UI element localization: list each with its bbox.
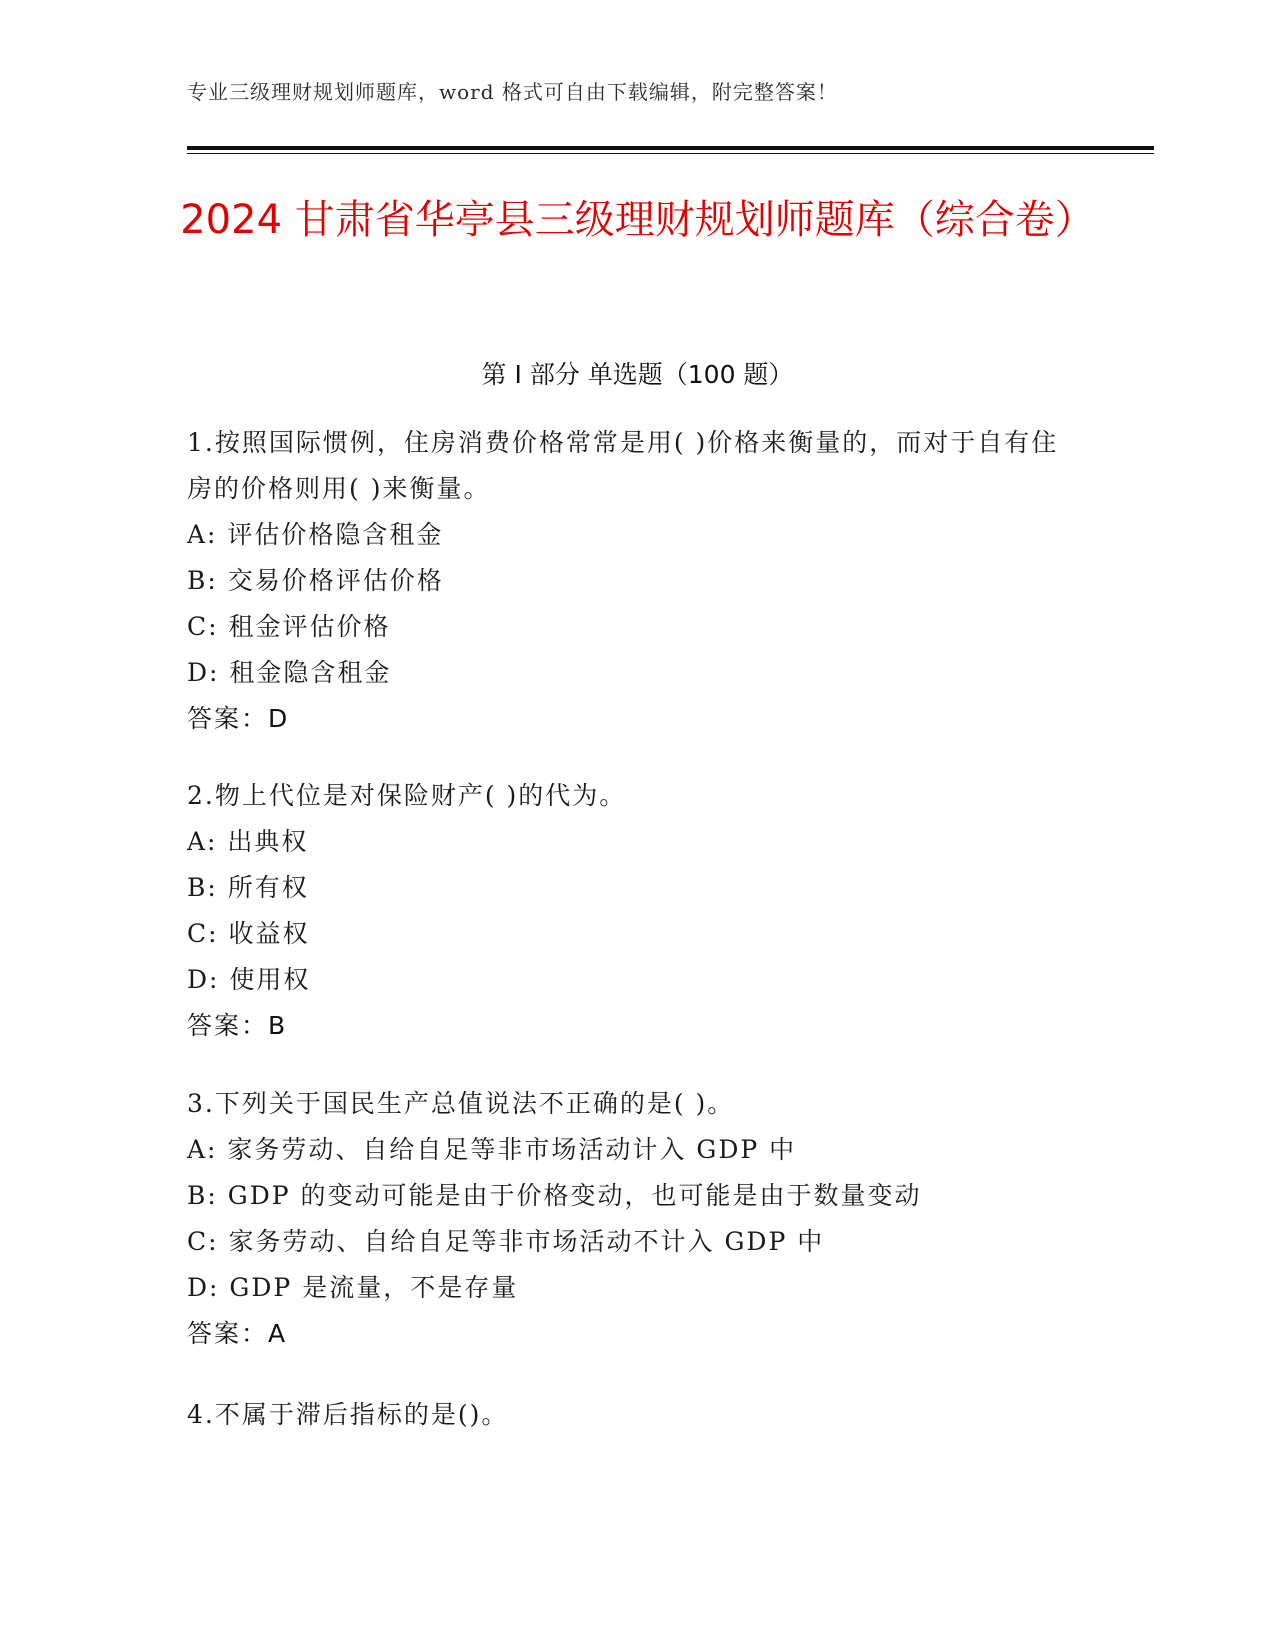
answer-label: 答案：A — [187, 1319, 288, 1348]
option-c: C: 收益权 — [187, 919, 310, 948]
question-stem: 2.物上代位是对保险财产( )的代为。 — [187, 781, 627, 810]
option-a: A: 出典权 — [187, 827, 309, 856]
document-title: 2024 甘肃省华亭县三级理财规划师题库（综合卷） — [180, 197, 1095, 243]
header-rule — [187, 146, 1154, 154]
question-2 — [187, 773, 1067, 1049]
answer-label: 答案：B — [187, 1011, 288, 1040]
answer-label: 答案：D — [187, 704, 290, 733]
question-4 — [187, 1392, 1067, 1438]
option-b: B: 交易价格评估价格 — [187, 566, 444, 595]
option-c: C: 家务劳动、自给自足等非市场活动不计入 GDP 中 — [187, 1227, 825, 1256]
question-stem: 3.下列关于国民生产总值说法不正确的是( )。 — [187, 1089, 735, 1118]
option-b: B: GDP 的变动可能是由于价格变动，也可能是由于数量变动 — [187, 1181, 922, 1210]
option-a: A: 家务劳动、自给自足等非市场活动计入 GDP 中 — [187, 1135, 797, 1164]
option-d: D: GDP 是流量，不是存量 — [187, 1273, 519, 1302]
option-c: C: 租金评估价格 — [187, 612, 391, 641]
option-b: B: 所有权 — [187, 873, 309, 902]
question-stem: 4.不属于滞后指标的是()。 — [187, 1400, 509, 1429]
question-1 — [187, 420, 1067, 742]
page-header: 专业三级理财规划师题库，word 格式可自由下载编辑，附完整答案！ — [187, 80, 838, 104]
question-stem: 1.按照国际惯例，住房消费价格常常是用( )价格来衡量的，而对于自有住房的价格则用( )来衡量。 — [187, 428, 1059, 503]
option-d: D: 使用权 — [187, 965, 311, 994]
option-d: D: 租金隐含租金 — [187, 658, 392, 687]
section-title: 第 I 部分 单选题（100 题） — [481, 360, 794, 389]
question-3 — [187, 1081, 1067, 1357]
option-a: A: 评估价格隐含租金 — [187, 520, 444, 549]
